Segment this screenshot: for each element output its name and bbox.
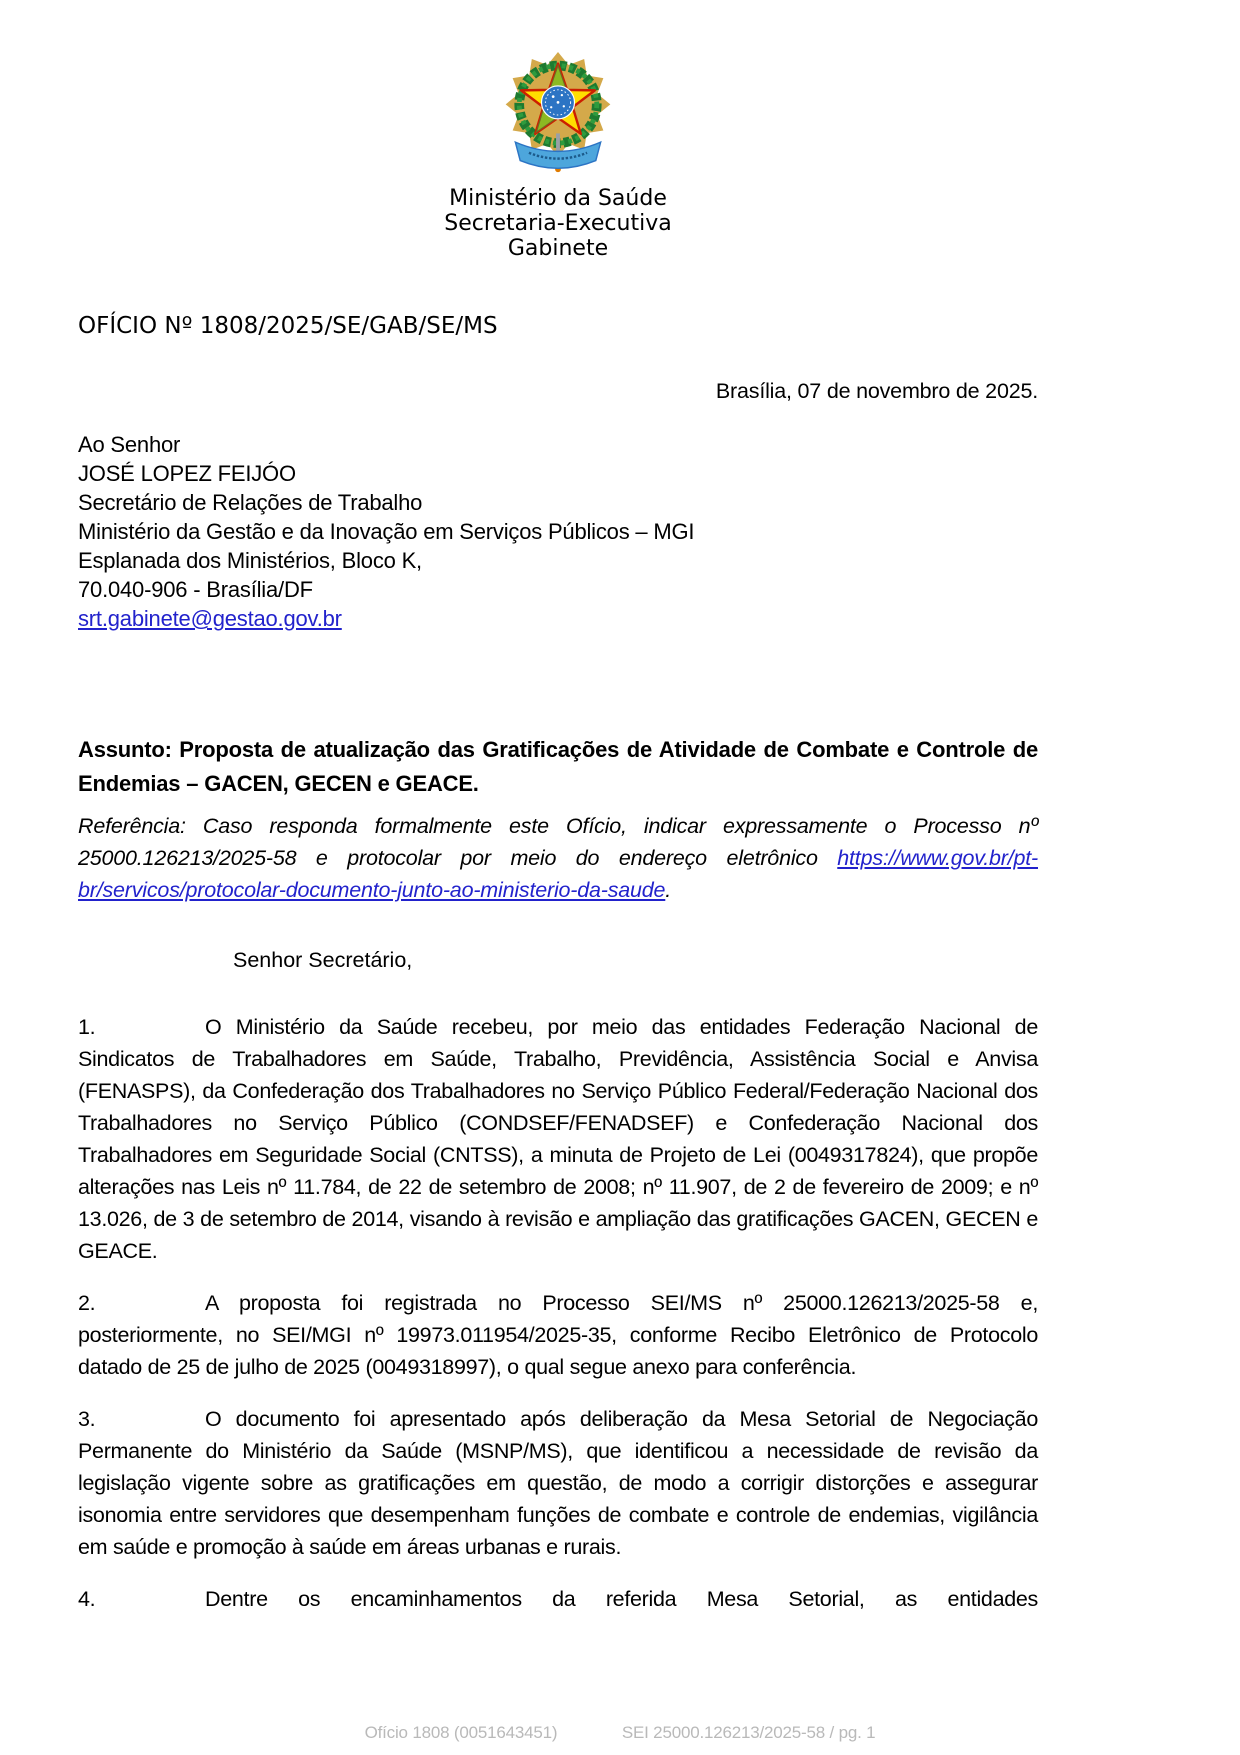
paragraph-4-text: Dentre os encaminhamentos da referida Mesa Setorial, as entidades xyxy=(205,1587,1038,1611)
subject-line: Assunto: Proposta de atualização das Gratificações de Atividade de Combate e Controle de Endemias – GACEN, GECEN e GEACE. xyxy=(78,737,1038,796)
letterhead xyxy=(78,52,1038,261)
org-line-secretariat: Secretaria-Executiva xyxy=(444,211,672,236)
recipient-line-salutation: Ao Senhor xyxy=(78,432,181,457)
paragraph-1-number: 1. xyxy=(78,1015,96,1039)
reference-text: Referência: Caso responda formalmente este Ofício, indicar expressamente o Processo nº 25000.126213/2025-58 e protocolar por meio do endereço eletrônico xyxy=(78,814,1038,870)
page-footer xyxy=(0,1723,1240,1743)
recipient-block xyxy=(78,430,1038,633)
paragraph-4 xyxy=(78,1583,1038,1615)
org-line-cabinet: Gabinete xyxy=(507,236,609,261)
footer-sei-page-ref: SEI 25000.126213/2025-58 / pg. 1 xyxy=(621,1723,876,1742)
paragraph-4-number: 4. xyxy=(78,1587,96,1611)
paragraph-3 xyxy=(78,1403,1038,1563)
paragraph-3-text: O documento foi apresentado após deliberação da Mesa Setorial de Negociação Permanente do Ministério da Saúde (MSNP/MS), que identificou a necessidade de revisão da legislação vigente sobre as gratificações em questão, de modo a corrigir distorções e assegurar isonomia entre servidores que desempenham funções de combate e controle de endemias, vigilância em saúde e promoção à saúde em áreas urbanas e rurais. xyxy=(78,1407,1038,1559)
salutation: Senhor Secretário, xyxy=(233,948,413,972)
recipient-line-cep: 70.040-906 - Brasília/DF xyxy=(78,577,313,602)
footer-document-ref: Ofício 1808 (0051643451) xyxy=(364,1723,558,1742)
oficio-number: OFÍCIO Nº 1808/2025/SE/GAB/SE/MS xyxy=(78,313,498,339)
date-line: Brasília, 07 de novembro de 2025. xyxy=(715,379,1038,403)
recipient-line-ministry: Ministério da Gestão e da Inovação em Serviços Públicos – MGI xyxy=(78,519,695,544)
org-line-ministry: Ministério da Saúde xyxy=(449,186,667,211)
recipient-line-name: JOSÉ LOPEZ FEIJÓO xyxy=(78,461,296,486)
brazil-coat-of-arms-icon xyxy=(499,52,617,178)
recipient-line-address: Esplanada dos Ministérios, Bloco K, xyxy=(78,548,422,573)
reference-block xyxy=(78,810,1038,906)
reference-text-end: . xyxy=(665,878,672,902)
protocol-url-link[interactable]: https://www.gov.br/pt-br/servicos/protocolar-documento-junto-ao-ministerio-da-saude xyxy=(78,846,1038,902)
paragraph-2-number: 2. xyxy=(78,1291,96,1315)
recipient-line-title: Secretário de Relações de Trabalho xyxy=(78,490,423,515)
recipient-email-link[interactable]: srt.gabinete@gestao.gov.br xyxy=(78,606,342,631)
paragraph-3-number: 3. xyxy=(78,1407,96,1431)
paragraph-1-text: O Ministério da Saúde recebeu, por meio das entidades Federação Nacional de Sindicatos de Trabalhadores em Saúde, Trabalho, Previdência, Assistência Social e Anvisa (FENASPS), da Confederação dos Trabalhadores no Serviço Público Federal/Federação Nacional dos Trabalhadores no Serviço Público (CONDSEF/FENADSEF) e Confederação Nacional dos Trabalhadores em Seguridade Social (CNTSS), a minuta de Projeto de Lei (0049317824), que propõe alterações nas Leis nº 11.784, de 22 de setembro de 2008; nº 11.907, de 2 de fevereiro de 2009; e nº 13.026, de 3 de setembro de 2014, visando à revisão e ampliação das gratificações GACEN, GECEN e GEACE. xyxy=(78,1015,1038,1263)
paragraph-1 xyxy=(78,1011,1038,1267)
paragraph-2 xyxy=(78,1287,1038,1383)
paragraph-2-text: A proposta foi registrada no Processo SEI/MS nº 25000.126213/2025-58 e, posteriormente, no SEI/MGI nº 19973.011954/2025-35, conforme Recibo Eletrônico de Protocolo datado de 25 de julho de 2025 (0049318997), o qual segue anexo para conferência. xyxy=(78,1291,1038,1379)
